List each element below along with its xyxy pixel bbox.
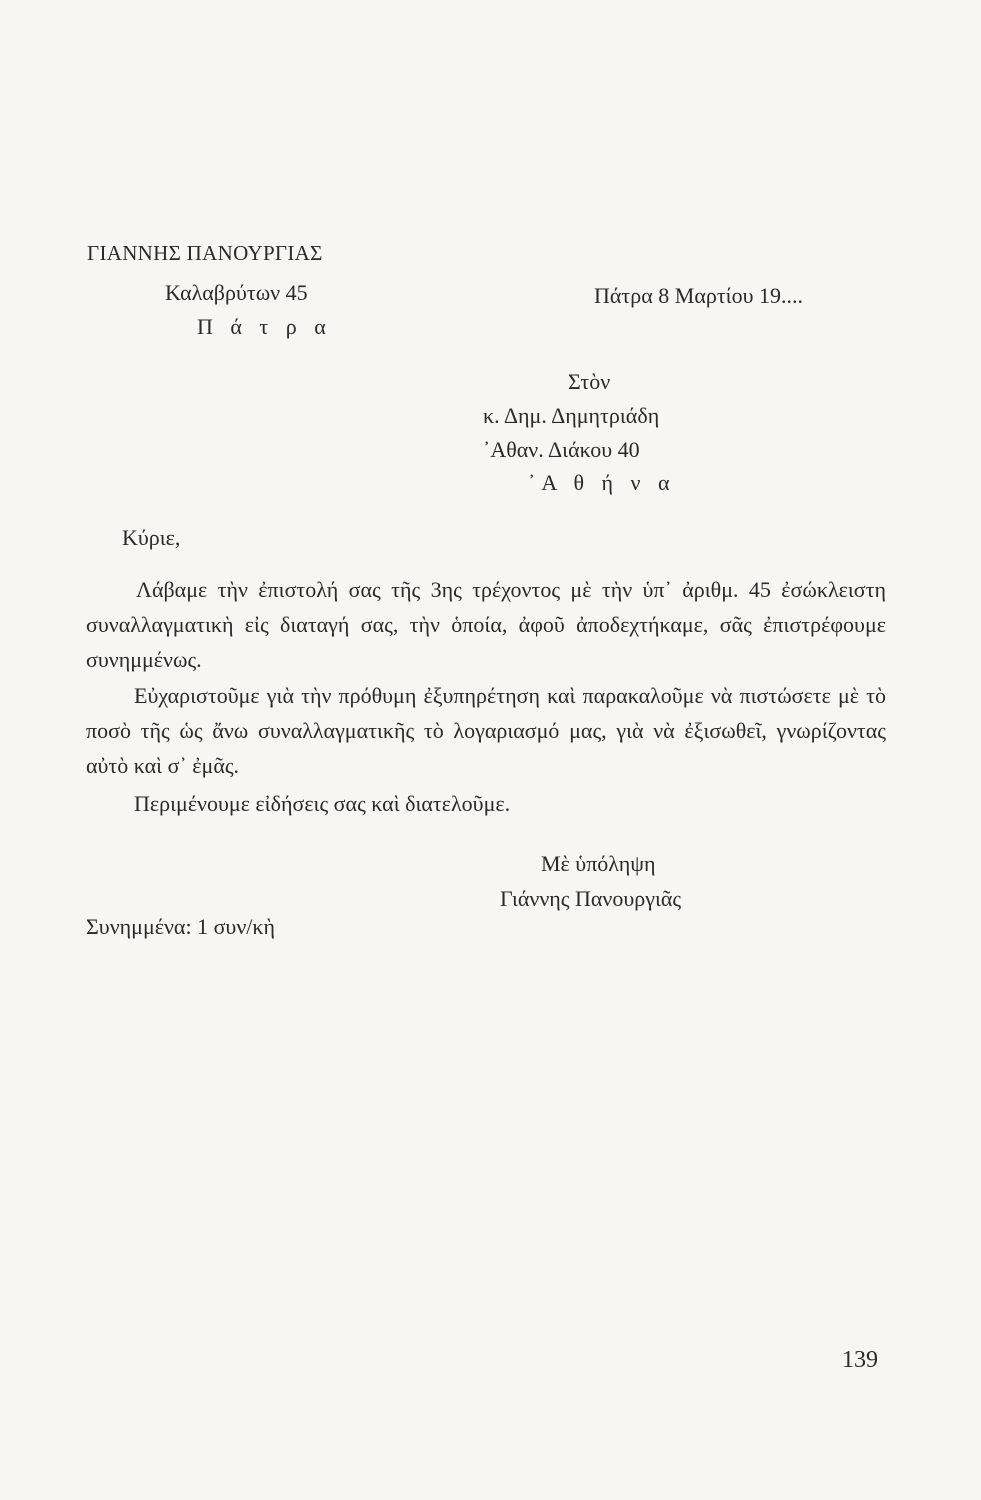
letter-body [86, 572, 886, 821]
page-number: 139 [842, 1347, 878, 1373]
sender-city: Π ά τ ρ α [197, 314, 332, 339]
recipient-name: κ. Δημ. Δημητριάδη [483, 403, 660, 428]
body-paragraph-1: Λάβαμε τὴν ἐπιστολή σας τῆς 3ης τρέχοντος μὲ τὴν ὑπ᾿ ἀριθμ. 45 ἐσώκλειστη συναλλαγματικὴ εἰς διαταγή σας, τὴν ὁποία, ἀφοῦ ἀποδεχτήκαμε, σᾶς ἐπιστρέφουμε συνημμένως. [86, 577, 886, 672]
sender-name: ΓΙΑΝΝΗΣ ΠΑΝΟΥΡΓΙΑΣ [87, 241, 323, 265]
recipient-to: Στὸν [568, 369, 611, 394]
letter-date: Πάτρα 8 Μαρτίου 19.... [594, 283, 803, 308]
closing: Μὲ ὑπόληψη [541, 851, 656, 876]
salutation: Κύριε, [122, 525, 181, 550]
recipient-city: ᾿Α θ ή ν α [528, 470, 676, 495]
attachments-note: Συνημμένα: 1 συν/κὴ [86, 914, 275, 939]
signature: Γιάννης Πανουργιᾶς [500, 886, 682, 911]
recipient-street: ᾿Αθαν. Διάκου 40 [483, 437, 640, 462]
sender-street: Καλαβρύτων 45 [165, 280, 308, 305]
body-paragraph-3: Περιμένουμε εἰδήσεις σας καὶ διατελοῦμε. [134, 791, 511, 816]
body-paragraph-2: Εὐχαριστοῦμε γιὰ τὴν πρόθυμη ἐξυπηρέτηση καὶ παρακαλοῦμε νὰ πιστώσετε μὲ τὸ ποσὸ τῆς ὡς ἄνω συναλλαγματικῆς τὸ λογαριασμό μας, γιὰ νὰ ἐξισωθεῖ, γνωρίζοντας αὐτὸ καὶ σ᾿ ἐμᾶς. [86, 683, 886, 778]
